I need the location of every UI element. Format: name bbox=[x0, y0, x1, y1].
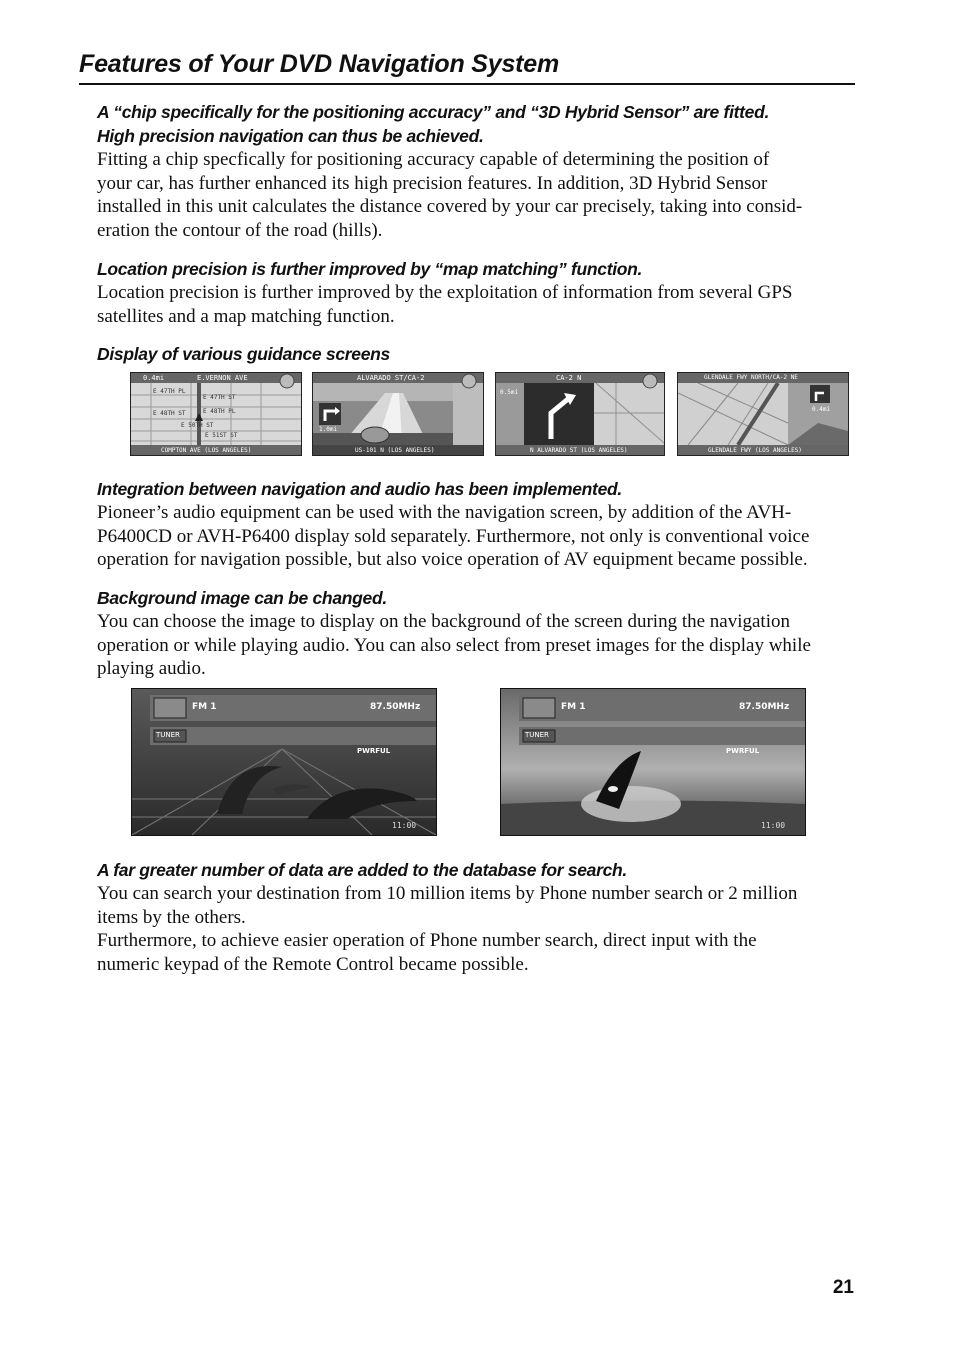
heading-line: A “chip specifically for the positioning accuracy” and “3D Hybrid Sensor” are fitted. bbox=[97, 102, 770, 122]
section-guidance-screens bbox=[97, 342, 859, 366]
map-street-label: E 51ST ST bbox=[205, 432, 238, 439]
body-line: operation or while playing audio. You can also select from preset images for the display while bbox=[97, 634, 811, 656]
section-body bbox=[97, 610, 859, 681]
frequency-label: 87.50MHz bbox=[370, 702, 421, 712]
map-street-label: E 47TH PL bbox=[153, 388, 186, 395]
audio-screen-orca bbox=[500, 688, 806, 836]
section-database-search bbox=[97, 858, 859, 976]
preset-label: PWRFUL bbox=[357, 747, 391, 755]
street-label: GLENDALE FWY NORTH/CA-2 NE bbox=[704, 374, 798, 381]
freeway-graphic bbox=[678, 373, 848, 455]
road-3d-graphic bbox=[313, 373, 483, 455]
band-label: FM 1 bbox=[192, 702, 217, 712]
body-line: operation for navigation possible, but also voice operation of AV equipment became possible. bbox=[97, 549, 808, 570]
body-line: Location precision is further improved by the exploitation of information from several GPS bbox=[97, 282, 793, 303]
map-street-label: E 50TH ST bbox=[181, 422, 214, 429]
map-street-label: E 48TH ST bbox=[153, 410, 186, 417]
body-line: You can choose the image to display on the background of the screen during the navigation bbox=[97, 611, 790, 632]
section-heading bbox=[97, 100, 859, 148]
section-audio-integration bbox=[97, 477, 859, 572]
page-title: Features of Your DVD Navigation System bbox=[79, 47, 855, 85]
nav-screen-3d bbox=[312, 372, 484, 456]
section-heading: Integration between navigation and audio has been implemented. bbox=[97, 479, 622, 499]
body-line: numeric keypad of the Remote Control became possible. bbox=[97, 953, 529, 975]
section-map-matching bbox=[97, 257, 859, 328]
body-line: Pioneer’s audio equipment can be used with the navigation screen, by addition of the AVH- bbox=[97, 502, 792, 523]
section-heading: Background image can be changed. bbox=[97, 588, 387, 608]
current-road-label: GLENDALE FWY (LOS ANGELES) bbox=[708, 447, 802, 454]
body-line: You can search your destination from 10 million items by Phone number search or 2 million bbox=[97, 883, 798, 904]
section-heading: A far greater number of data are added to the database for search. bbox=[97, 860, 627, 880]
map-street-label: E 47TH ST bbox=[203, 394, 236, 401]
page-number: 21 bbox=[832, 1277, 854, 1298]
guidance-screens bbox=[0, 372, 954, 456]
section-heading: Location precision is further improved by “map matching” function. bbox=[97, 259, 643, 279]
frequency-label: 87.50MHz bbox=[739, 702, 790, 712]
clock-label: 11:00 bbox=[392, 821, 417, 830]
street-label: E.VERNON AVE bbox=[197, 374, 248, 382]
current-road-label: N ALVARADO ST (LOS ANGELES) bbox=[530, 447, 628, 454]
distance-label: 0.4mi bbox=[143, 374, 165, 382]
body-line: items by the others. bbox=[97, 906, 246, 928]
current-road-label: COMPTON AVE (LOS ANGELES) bbox=[161, 447, 252, 454]
body-line: Furthermore, to achieve easier operation of Phone number search, direct input with the bbox=[97, 930, 757, 951]
section-positioning-chip bbox=[97, 100, 859, 242]
section-background-image bbox=[97, 586, 859, 681]
source-button: TUNER bbox=[525, 731, 549, 739]
map-street-label: E 48TH PL bbox=[203, 408, 236, 415]
route-label: CA-2 N bbox=[556, 374, 582, 382]
body-line: satellites and a map matching function. bbox=[97, 305, 395, 327]
body-line: Fitting a chip specfically for positioning accuracy capable of determining the position of bbox=[97, 149, 770, 170]
section-body bbox=[97, 501, 859, 572]
nav-screen-freeway bbox=[677, 372, 849, 456]
section-body bbox=[97, 281, 859, 328]
nav-screen-map bbox=[130, 372, 302, 456]
distance-label: 1.0mi bbox=[319, 426, 338, 433]
clock-label: 11:00 bbox=[761, 821, 786, 830]
body-line: P6400CD or AVH-P6400 display sold separately. Furthermore, not only is conventional voice bbox=[97, 525, 810, 547]
current-road-label: US-101 N (LOS ANGELES) bbox=[355, 447, 435, 454]
nav-screen-split bbox=[495, 372, 665, 456]
distance-label: 0.5mi bbox=[500, 389, 519, 396]
section-body bbox=[97, 148, 859, 242]
street-label: ALVARADO ST/CA-2 bbox=[357, 374, 425, 382]
section-heading: Display of various guidance screens bbox=[97, 344, 390, 364]
body-line: playing audio. bbox=[97, 658, 206, 679]
source-button: TUNER bbox=[156, 731, 180, 739]
section-body bbox=[97, 882, 859, 976]
preset-label: PWRFUL bbox=[726, 747, 760, 755]
heading-line: High precision navigation can thus be achieved. bbox=[97, 126, 484, 146]
split-view-graphic bbox=[496, 373, 664, 455]
band-label: FM 1 bbox=[561, 702, 586, 712]
body-line: your car, has further enhanced its high precision features. In addition, 3D Hybrid Sensor bbox=[97, 172, 768, 194]
body-line: installed in this unit calculates the distance covered by your car precisely, taking into consid- bbox=[97, 196, 803, 217]
body-line: eration the contour of the road (hills). bbox=[97, 219, 383, 241]
distance-label: 0.4mi bbox=[812, 406, 831, 413]
audio-screen-dolphins bbox=[131, 688, 437, 836]
